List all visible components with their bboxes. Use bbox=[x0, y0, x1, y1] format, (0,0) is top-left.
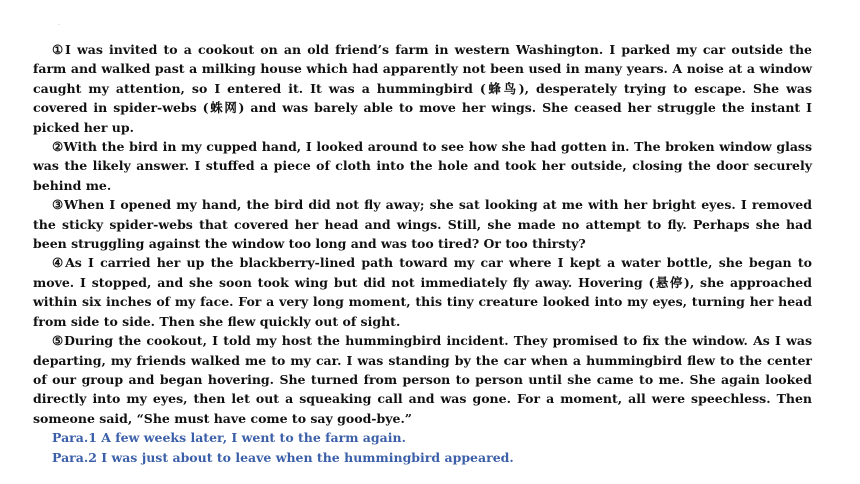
corner-mark: . bbox=[58, 20, 60, 27]
paragraph-2: ②With the bird in my cupped hand, I looked around to see how she had gotten in. The broken window glass was the likely answer. I stuffed a piece of cloth into the hole and took her outside, closing the door securely behind me. bbox=[33, 139, 812, 193]
continuation-prompt-1: Para.1 A few weeks later, I went to the farm again. bbox=[52, 430, 406, 446]
paragraph-5: ⑤During the cookout, I told my host the hummingbird incident. They promised to fix the window. As I was departing, my friends walked me to my car. I was standing by the car when a hummingbird flew to the center of our group and began hovering. She turned from person to person until she came to me. She again looked directly into my eyes, then let out a squeaking call and was gone. For a moment, all were speechless. Then someone said, “She must have come to say good-bye.” bbox=[33, 333, 812, 426]
story-text bbox=[33, 40, 812, 467]
paragraph-4: ④As I carried her up the blackberry-lined path toward my car where I kept a water bottle, she began to move. I stopped, and she soon took wing but did not immediately fly away. Hovering (悬停), she approached within six inches of my face. For a very long moment, this tiny creature looked into my eyes, turning her head from side to side. Then she flew quickly out of sight. bbox=[33, 255, 812, 329]
paragraph-3: ③When I opened my hand, the bird did not fly away; she sat looking at me with her bright eyes. I removed the sticky spider-webs that covered her head and wings. Still, she made no attempt to fly. Perhaps she had been struggling against the window too long and was too tired? Or too thirsty? bbox=[33, 197, 812, 252]
paragraph-1: ①I was invited to a cookout on an old friend’s farm in western Washington. I parked my car outside the farm and walked past a milking house which had apparently not been used in many years. A noise at a window caught my attention, so I entered it. It was a hummingbird (蜂鸟), desperately trying to escape. She was covered in spider-webs (蛛网) and was barely able to move her wings. She ceased her struggle the instant I picked her up. bbox=[33, 42, 812, 135]
continuation-prompt-2: Para.2 I was just about to leave when the hummingbird appeared. bbox=[52, 449, 514, 465]
